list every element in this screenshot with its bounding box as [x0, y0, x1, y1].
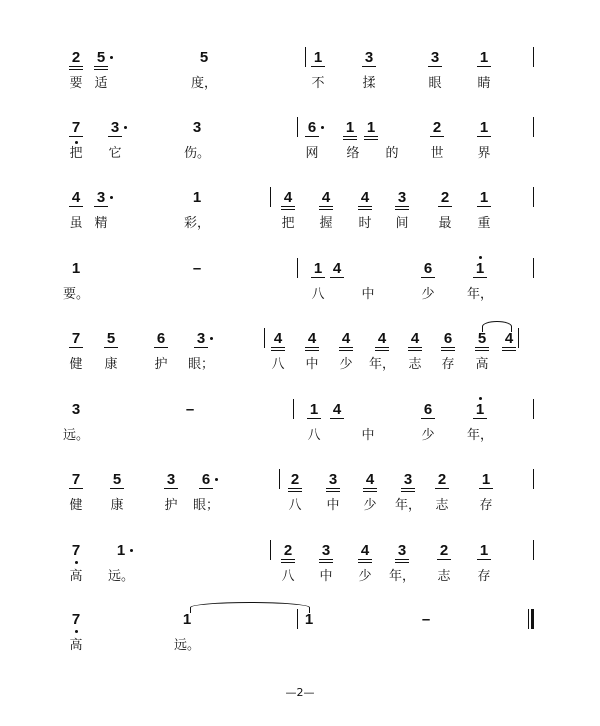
low-octave-dot — [75, 561, 78, 564]
note-underline — [108, 136, 122, 137]
note: 3 — [96, 189, 106, 206]
final-barline-thick — [531, 609, 534, 629]
barline — [518, 328, 519, 348]
note-underline — [339, 347, 353, 348]
note-underline — [307, 418, 321, 419]
note-underline — [288, 488, 302, 489]
note: 4 — [365, 471, 375, 488]
note-underline — [437, 559, 451, 560]
sustain-dash: – — [192, 260, 202, 277]
lyric: 八 — [271, 357, 285, 372]
note: 1 — [182, 611, 192, 628]
note: 1 — [116, 542, 126, 559]
note: 4 — [360, 189, 370, 206]
note-underline — [281, 562, 295, 563]
note: 4 — [283, 189, 293, 206]
note-underline — [319, 209, 333, 210]
note: 7 — [71, 611, 81, 628]
note: 1 — [479, 189, 489, 206]
note-underline — [477, 206, 491, 207]
note: 1 — [475, 260, 485, 277]
lyric: 不 — [311, 76, 325, 91]
augmentation-dot — [110, 56, 113, 59]
lyric: 把 — [69, 146, 83, 161]
lyric: 揉 — [362, 76, 376, 91]
lyric: 彩， — [183, 216, 211, 231]
note-underline — [330, 418, 344, 419]
note: 5 — [199, 49, 209, 66]
note-underline — [395, 206, 409, 207]
note-underline — [473, 418, 487, 419]
lyric: 八 — [311, 287, 325, 302]
note-underline — [288, 491, 302, 492]
augmentation-dot — [210, 337, 213, 340]
barline — [533, 258, 534, 278]
lyric: 健 — [69, 498, 83, 513]
lyric: 的 — [385, 146, 399, 161]
note-underline — [358, 209, 372, 210]
note-underline — [199, 488, 213, 489]
low-octave-dot — [75, 630, 78, 633]
lyric: 少 — [421, 287, 435, 302]
note: 2 — [440, 189, 450, 206]
note: 4 — [504, 330, 514, 347]
lyric: 最 — [438, 216, 452, 231]
note: 2 — [283, 542, 293, 559]
note-underline — [401, 491, 415, 492]
note: 2 — [437, 471, 447, 488]
barline — [533, 117, 534, 137]
note: 3 — [397, 542, 407, 559]
lyric: 间 — [395, 216, 409, 231]
note-underline — [363, 491, 377, 492]
final-barline-thin — [528, 609, 529, 629]
note-underline — [430, 136, 444, 137]
note-underline — [363, 488, 377, 489]
note-underline — [69, 488, 83, 489]
note-underline — [358, 206, 372, 207]
note-underline — [395, 209, 409, 210]
barline — [264, 328, 265, 348]
lyric: 适 — [94, 76, 108, 91]
note: 5 — [106, 330, 116, 347]
note: 5 — [477, 330, 487, 347]
note-underline — [477, 66, 491, 67]
note: 6 — [423, 401, 433, 418]
note-underline — [305, 136, 319, 137]
lyric: 八 — [281, 569, 295, 584]
note: 6 — [201, 471, 211, 488]
note: 3 — [328, 471, 338, 488]
lyric: 护 — [164, 498, 178, 513]
note: 4 — [377, 330, 387, 347]
barline — [305, 47, 306, 67]
lyric: 要 — [69, 76, 83, 91]
note-underline — [438, 206, 452, 207]
note: 6 — [307, 119, 317, 136]
note-underline — [271, 350, 285, 351]
lyric: 要。 — [62, 287, 90, 302]
note-underline — [421, 277, 435, 278]
lyric: 高 — [475, 357, 489, 372]
note-underline — [319, 206, 333, 207]
note-underline — [428, 66, 442, 67]
barline — [533, 187, 534, 207]
high-octave-dot — [479, 397, 482, 400]
lyric: 重 — [477, 216, 491, 231]
lyric: 它 — [108, 146, 122, 161]
note: 1 — [366, 119, 376, 136]
note: 4 — [410, 330, 420, 347]
augmentation-dot — [215, 478, 218, 481]
note: 7 — [71, 471, 81, 488]
lyric: 八 — [288, 498, 302, 513]
note: 3 — [364, 49, 374, 66]
note-underline — [441, 350, 455, 351]
lyric: 中 — [361, 287, 375, 302]
barline — [297, 117, 298, 137]
lyric: 志 — [408, 357, 422, 372]
lyric: 精 — [94, 216, 108, 231]
note: 3 — [403, 471, 413, 488]
note-underline — [475, 350, 489, 351]
lyric: 康 — [110, 498, 124, 513]
note-underline — [375, 347, 389, 348]
augmentation-dot — [124, 126, 127, 129]
note: 1 — [304, 611, 314, 628]
note: 1 — [345, 119, 355, 136]
note-underline — [305, 347, 319, 348]
note-underline — [281, 209, 295, 210]
note: 1 — [479, 49, 489, 66]
note: 4 — [332, 260, 342, 277]
lyric: 界 — [477, 146, 491, 161]
lyric: 把 — [281, 216, 295, 231]
note: 2 — [290, 471, 300, 488]
note: 4 — [321, 189, 331, 206]
barline — [533, 47, 534, 67]
barline — [533, 469, 534, 489]
note: 6 — [423, 260, 433, 277]
note: 1 — [475, 401, 485, 418]
note-underline — [358, 562, 372, 563]
note-underline — [408, 350, 422, 351]
lyric: 世 — [430, 146, 444, 161]
note: 3 — [192, 119, 202, 136]
lyric: 络 — [346, 146, 360, 161]
note: 6 — [156, 330, 166, 347]
note: 4 — [332, 401, 342, 418]
lyric: 年， — [368, 357, 396, 372]
note-underline — [358, 559, 372, 560]
lyric: 志 — [435, 498, 449, 513]
barline — [533, 399, 534, 419]
note: 4 — [273, 330, 283, 347]
note: 4 — [307, 330, 317, 347]
note-underline — [421, 418, 435, 419]
note: 3 — [110, 119, 120, 136]
barline — [533, 540, 534, 560]
note-underline — [364, 139, 378, 140]
note-underline — [69, 347, 83, 348]
lyric: 高 — [69, 638, 83, 653]
note: 3 — [71, 401, 81, 418]
lyric: 年， — [466, 428, 494, 443]
lyric: 年， — [388, 569, 416, 584]
note: 3 — [397, 189, 407, 206]
lyric: 中 — [305, 357, 319, 372]
note: 7 — [71, 119, 81, 136]
note-underline — [435, 488, 449, 489]
note-underline — [94, 206, 108, 207]
note-underline — [473, 277, 487, 278]
note: 3 — [166, 471, 176, 488]
note-underline — [311, 66, 325, 67]
note: 5 — [96, 49, 106, 66]
lyric: 八 — [307, 428, 321, 443]
tie-arc — [190, 602, 310, 613]
note-underline — [362, 66, 376, 67]
sustain-dash: – — [185, 401, 195, 418]
note: 7 — [71, 330, 81, 347]
note: 1 — [481, 471, 491, 488]
note-underline — [502, 350, 516, 351]
note: 4 — [341, 330, 351, 347]
note-underline — [271, 347, 285, 348]
note-underline — [104, 347, 118, 348]
lyric: 伤。 — [183, 146, 211, 161]
page-number: —2— — [285, 686, 315, 699]
note: 3 — [430, 49, 440, 66]
note-underline — [164, 488, 178, 489]
high-octave-dot — [479, 256, 482, 259]
note: 1 — [479, 119, 489, 136]
note-underline — [319, 559, 333, 560]
lyric: 少 — [363, 498, 377, 513]
lyric: 存 — [441, 357, 455, 372]
note-underline — [343, 136, 357, 137]
lyric: 虽 — [69, 216, 83, 231]
note-underline — [477, 136, 491, 137]
note-underline — [94, 66, 108, 67]
lyric: 度， — [190, 76, 218, 91]
lyric: 眼 — [428, 76, 442, 91]
lyric: 中 — [361, 428, 375, 443]
note: 3 — [196, 330, 206, 347]
lyric: 存 — [477, 569, 491, 584]
note-underline — [194, 347, 208, 348]
note-underline — [69, 206, 83, 207]
barline — [270, 540, 271, 560]
lyric: 护 — [154, 357, 168, 372]
note-underline — [281, 206, 295, 207]
note-underline — [395, 559, 409, 560]
lyric: 网 — [305, 146, 319, 161]
note: 3 — [321, 542, 331, 559]
barline — [293, 399, 294, 419]
note-underline — [319, 562, 333, 563]
lyric: 康 — [104, 357, 118, 372]
note: 1 — [313, 49, 323, 66]
lyric: 远。 — [107, 569, 135, 584]
lyric: 睛 — [477, 76, 491, 91]
augmentation-dot — [130, 549, 133, 552]
note-underline — [69, 66, 83, 67]
note-underline — [326, 488, 340, 489]
note-underline — [364, 136, 378, 137]
note: 2 — [432, 119, 442, 136]
lyric: 高 — [69, 569, 83, 584]
note-underline — [326, 491, 340, 492]
note-underline — [475, 347, 489, 348]
note-underline — [330, 277, 344, 278]
note-underline — [477, 559, 491, 560]
barline — [270, 187, 271, 207]
barline — [279, 469, 280, 489]
note: 1 — [71, 260, 81, 277]
lyric: 志 — [437, 569, 451, 584]
note: 1 — [479, 542, 489, 559]
note-underline — [305, 350, 319, 351]
lyric: 握 — [319, 216, 333, 231]
lyric: 少 — [358, 569, 372, 584]
note-underline — [69, 136, 83, 137]
note-underline — [311, 277, 325, 278]
note-underline — [401, 488, 415, 489]
note-underline — [375, 350, 389, 351]
note-underline — [479, 488, 493, 489]
note-underline — [502, 347, 516, 348]
lyric: 少 — [339, 357, 353, 372]
lyric: 年， — [394, 498, 422, 513]
lyric: 中 — [326, 498, 340, 513]
note-underline — [339, 350, 353, 351]
note: 5 — [112, 471, 122, 488]
barline — [297, 258, 298, 278]
note: 2 — [71, 49, 81, 66]
augmentation-dot — [110, 196, 113, 199]
note-underline — [110, 488, 124, 489]
lyric: 健 — [69, 357, 83, 372]
lyric: 存 — [479, 498, 493, 513]
note: 4 — [360, 542, 370, 559]
lyric: 年， — [466, 287, 494, 302]
lyric: 远。 — [173, 638, 201, 653]
note-underline — [441, 347, 455, 348]
note: 7 — [71, 542, 81, 559]
note-underline — [69, 69, 83, 70]
note: 1 — [313, 260, 323, 277]
note-underline — [408, 347, 422, 348]
lyric: 远。 — [62, 428, 90, 443]
augmentation-dot — [321, 126, 324, 129]
note: 6 — [443, 330, 453, 347]
note-underline — [94, 69, 108, 70]
lyric: 眼； — [192, 498, 220, 513]
note-underline — [395, 562, 409, 563]
lyric: 时 — [358, 216, 372, 231]
note: 4 — [71, 189, 81, 206]
note: 2 — [439, 542, 449, 559]
tie-arc — [482, 321, 512, 332]
note: 1 — [309, 401, 319, 418]
lyric: 少 — [421, 428, 435, 443]
note-underline — [343, 139, 357, 140]
note-underline — [154, 347, 168, 348]
low-octave-dot — [75, 141, 78, 144]
note-underline — [281, 559, 295, 560]
note: 1 — [192, 189, 202, 206]
sustain-dash: – — [421, 611, 431, 628]
lyric: 中 — [319, 569, 333, 584]
lyric: 眼； — [187, 357, 215, 372]
